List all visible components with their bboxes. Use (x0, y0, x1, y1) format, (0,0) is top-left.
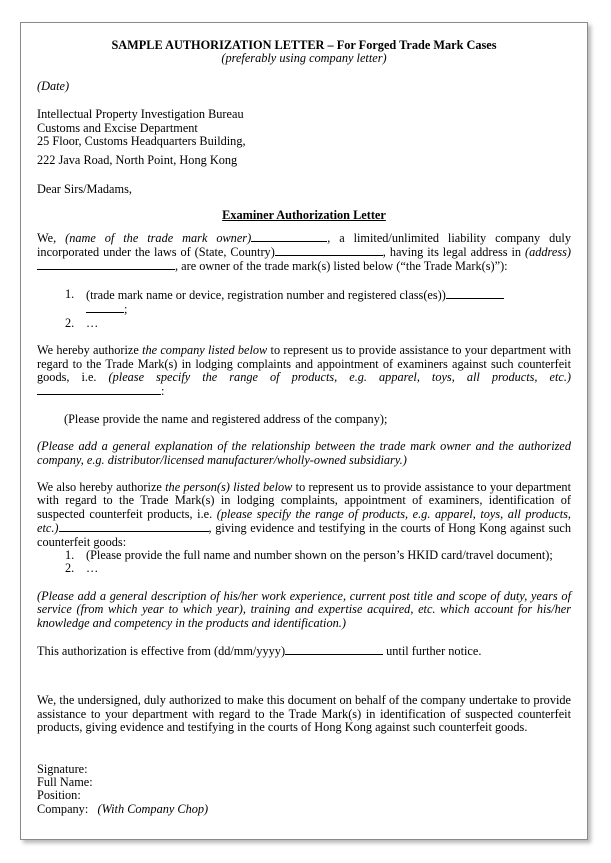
salutation: Dear Sirs/Madams, (37, 181, 132, 196)
list-item: 2. … (65, 315, 99, 330)
full-name-label: Full Name: (37, 775, 93, 790)
position-label: Position: (37, 788, 81, 803)
person-authorization-paragraph: We also hereby authorize the person(s) listed below to represent us to provide assistance to your department with regard to the Trade Mark(s) in lodging complaints, appointment of examiners, identification of suspected counterfeit products, i.e. (please specify the range of products, e.g. apparel, toys, all products, etc.) , giving evidence and testifying in the courts of Hong Kong against such counterfeit goods: (37, 479, 571, 549)
list-item: 2. … (65, 561, 99, 576)
blank-line (37, 384, 161, 395)
company-authorization-paragraph: We hereby authorize the company listed below to represent us to provide assistance to your department with regard to the Trade Mark(s) in lodging complaints and appointment of examiners against such counterfeit goods, i.e. (please specify the range of products, e.g. apparel, toys, all products, etc.): (37, 343, 571, 399)
document-title: SAMPLE AUTHORIZATION LETTER – For Forged Trade Mark Cases (111, 38, 497, 52)
address-line: 25 Floor, Customs Headquarters Building, (37, 134, 246, 149)
experience-note: (Please add a general description of his/her work experience, current post title and scope of duty, years of service (from which year to which year), training and expertise acquired, etc. which account for his/her knowledge and competency in the products and identification.) (37, 588, 571, 630)
company-details-instruction: (Please provide the name and registered address of the company); (64, 411, 388, 426)
recipient-address (37, 108, 571, 168)
date-placeholder: (Date) (37, 78, 70, 93)
list-item: 1. (trade mark name or device, registration number and registered class(es)) ; (37, 288, 571, 317)
signature-label: Signature: (37, 761, 88, 776)
blank-line (275, 245, 383, 256)
company-label: Company: (With Company Chop) (37, 801, 209, 816)
intro-paragraph: We, (name of the trade mark owner) , a limited/unlimited liability company duly incorporated under the laws of (State, Country) , having its legal address in (address), are owner of the trade mark(s) listed below (“the Trade Mark(s)”): (37, 230, 571, 274)
address-line: Intellectual Property Investigation Bureau (37, 107, 244, 122)
letter-page (20, 22, 588, 840)
blank-line (446, 288, 504, 299)
blank-line (37, 259, 175, 270)
blank-line (285, 644, 383, 655)
list-item: 1. (Please provide the full name and number shown on the person’s HKID card/travel document); (65, 547, 553, 562)
effective-date-statement: This authorization is effective from (dd/mm/yyyy) until further notice. (37, 644, 482, 658)
address-line: Customs and Excise Department (37, 120, 198, 135)
address-line: 222 Java Road, North Point, Hong Kong (37, 153, 238, 168)
relationship-note: (Please add a general explanation of the relationship between the trade mark owner and the authorized company, e.g. distributor/licensed manufacturer/wholly-owned subsidiary.) (37, 439, 571, 467)
undertaking-paragraph: We, the undersigned, duly authorized to make this document on behalf of the company undertake to provide assistance to your department with regard to the Trade Mark(s) in identification of suspected counterfeit products, giving evidence and testifying in the courts of Hong Kong against such counterfeit goods. (37, 693, 571, 735)
blank-line (251, 231, 327, 242)
blank-line (86, 302, 124, 313)
section-heading: Examiner Authorization Letter (222, 208, 386, 223)
blank-line (59, 521, 209, 532)
signature-block (37, 763, 571, 817)
document-subtitle: (preferably using company letter) (221, 51, 387, 66)
